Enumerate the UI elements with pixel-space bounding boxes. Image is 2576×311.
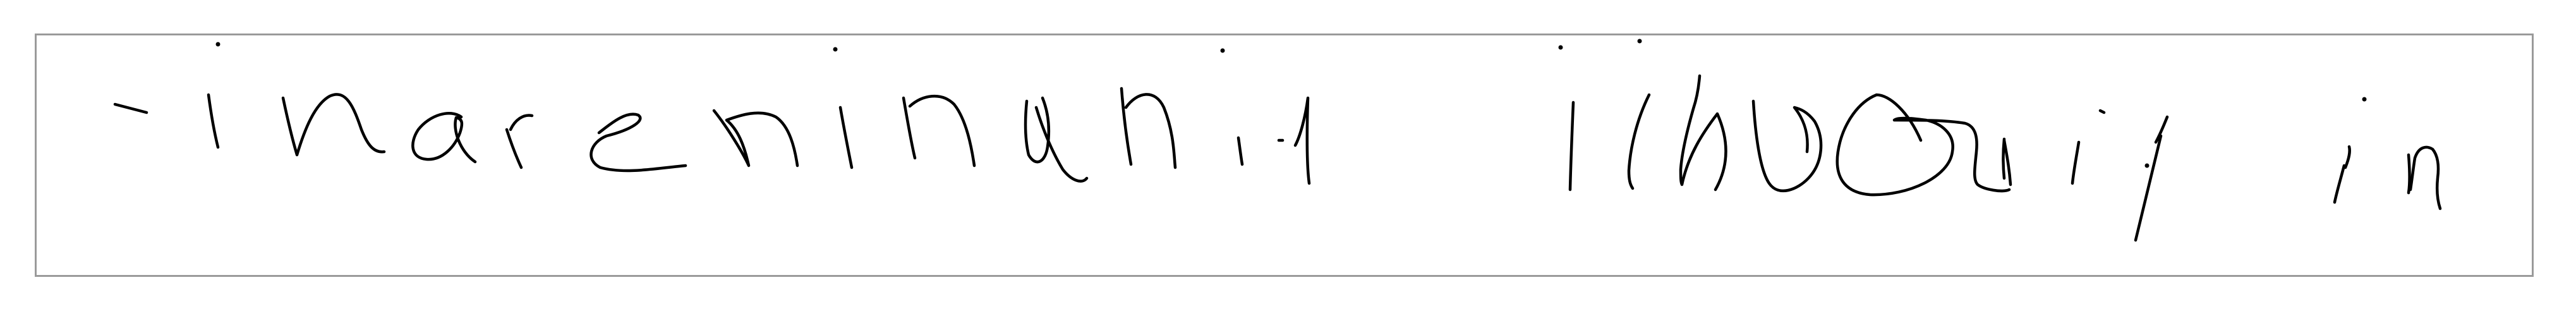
stroke-dash xyxy=(115,104,147,113)
dot xyxy=(833,47,838,52)
dot xyxy=(1638,39,1642,44)
stroke xyxy=(904,96,974,166)
dot xyxy=(216,42,221,47)
stroke xyxy=(840,107,852,168)
stroke xyxy=(591,114,686,171)
dot xyxy=(2145,164,2150,168)
stroke xyxy=(507,115,532,168)
stroke xyxy=(1837,95,2009,195)
stroke xyxy=(2136,117,2167,240)
stroke xyxy=(2335,147,2350,202)
stroke xyxy=(1681,76,1726,190)
stroke xyxy=(1295,98,1309,183)
dot xyxy=(1221,49,1225,53)
stroke xyxy=(283,94,384,155)
stroke xyxy=(1036,107,1087,181)
stroke xyxy=(714,111,797,166)
dot xyxy=(1559,46,1563,50)
stroke xyxy=(413,113,475,162)
stroke xyxy=(2410,147,2440,209)
stroke xyxy=(1629,95,1649,188)
stroke xyxy=(1753,101,1821,191)
stroke xyxy=(2004,139,2011,185)
stroke xyxy=(1570,102,1573,190)
stroke xyxy=(1122,88,1175,168)
stroke xyxy=(2072,111,2104,183)
dot xyxy=(2362,97,2367,102)
handwriting-ink xyxy=(115,39,2440,241)
stroke xyxy=(209,95,218,147)
stroke xyxy=(2409,155,2410,193)
stroke xyxy=(1238,138,1242,164)
